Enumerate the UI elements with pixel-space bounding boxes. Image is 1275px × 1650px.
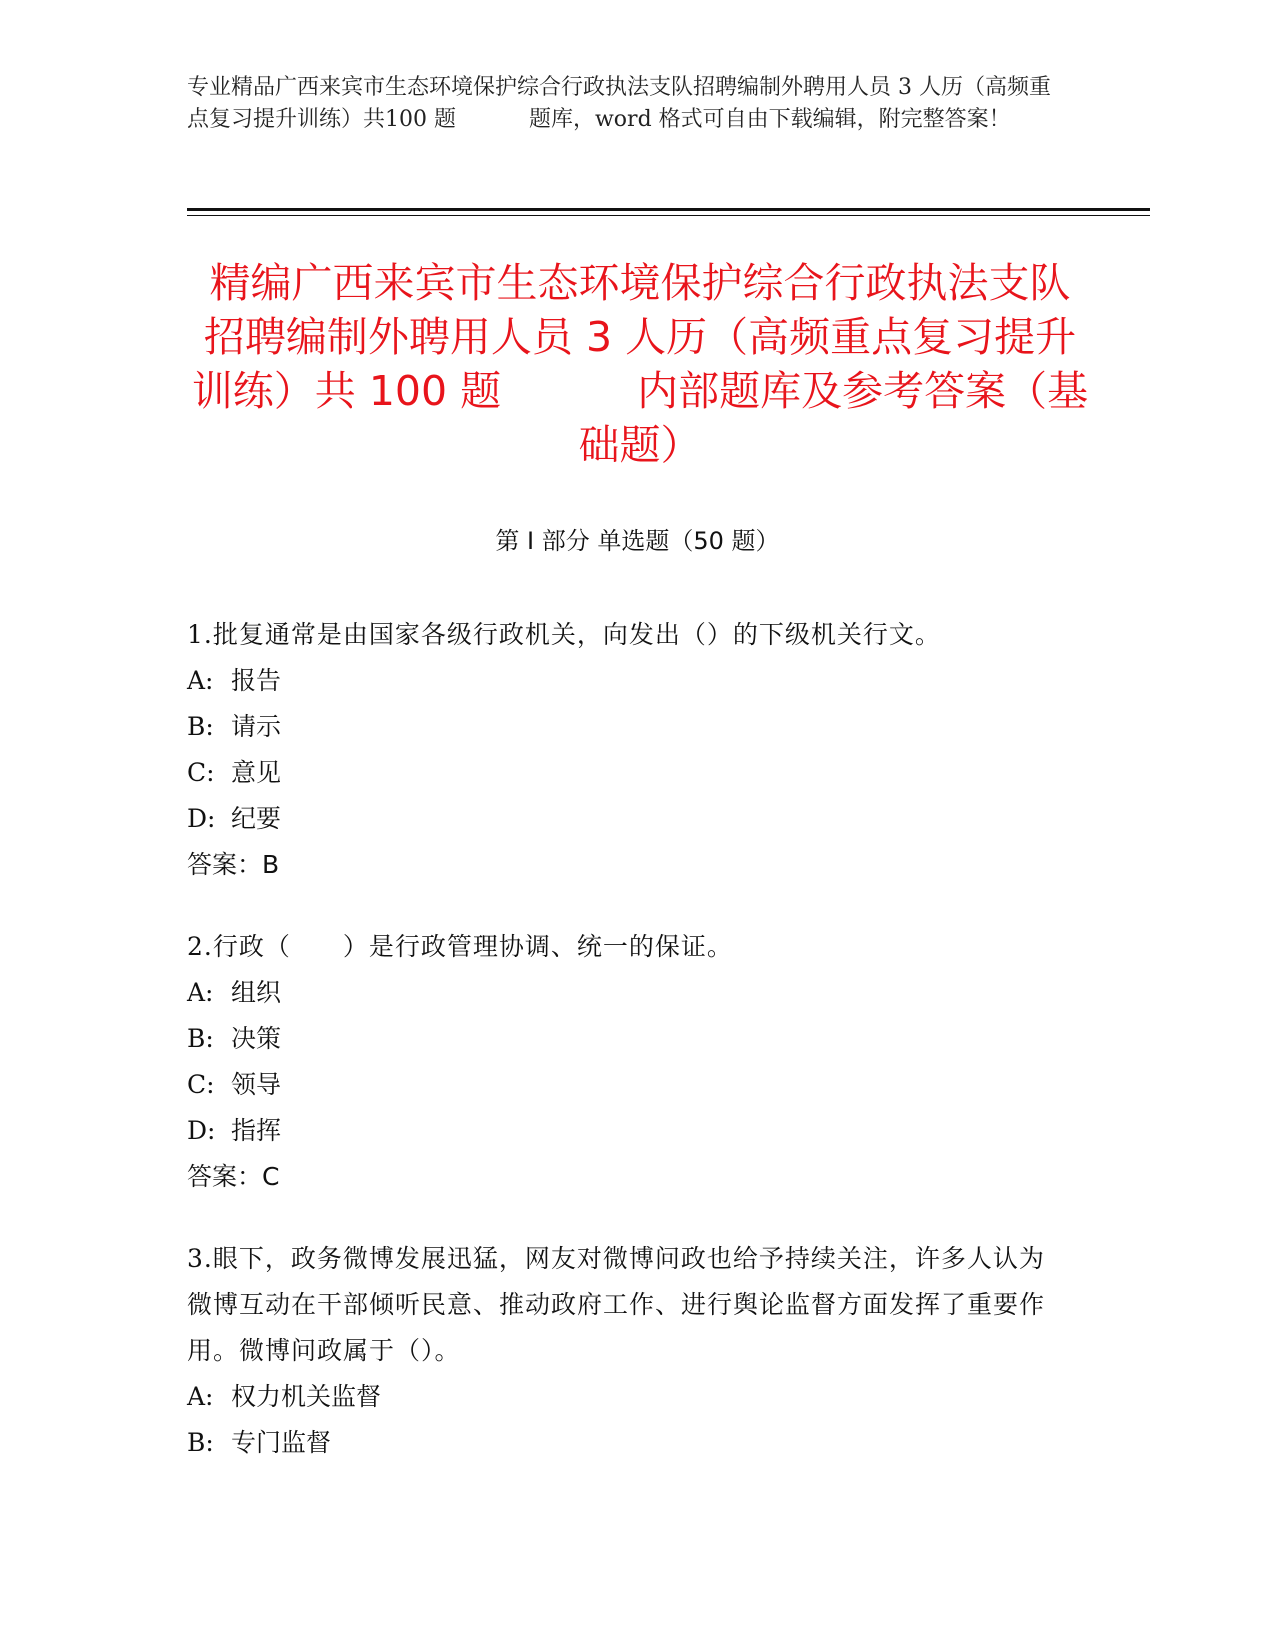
option-a [187, 658, 1067, 704]
option-letter: A: [187, 978, 214, 1007]
question-1 [187, 612, 1067, 888]
option-text: 意见 [231, 758, 282, 787]
option-c [187, 1062, 1067, 1108]
option-letter: B: [187, 712, 214, 741]
option-letter: A: [187, 1382, 214, 1411]
option-b [187, 704, 1067, 750]
document-header [187, 72, 1067, 136]
question-list [187, 612, 1067, 1502]
question-stem: 3.眼下，政务微博发展迅猛，网友对微博问政也给予持续关注，许多人认为微博互动在干部倾听民意、推动政府工作、进行舆论监督方面发挥了重要作用。微博问政属于（）。 [187, 1244, 1046, 1365]
option-a [187, 970, 1067, 1016]
option-d [187, 1108, 1067, 1154]
option-a [187, 1374, 1067, 1420]
option-text: 领导 [231, 1070, 282, 1099]
answer: 答案：B [187, 850, 280, 879]
option-b [187, 1016, 1067, 1062]
option-letter: C: [187, 758, 215, 787]
header-divider-thick [187, 208, 1150, 211]
question-2 [187, 924, 1067, 1200]
option-text: 权力机关监督 [231, 1382, 382, 1411]
option-letter: B: [187, 1024, 214, 1053]
option-text: 报告 [231, 666, 282, 695]
question-stem: 1.批复通常是由国家各级行政机关，向发出（）的下级机关行文。 [187, 620, 941, 649]
option-letter: A: [187, 666, 214, 695]
option-text: 指挥 [231, 1116, 282, 1145]
header-divider-thin [187, 215, 1150, 216]
document-title: 精编广西来宾市生态环境保护综合行政执法支队招聘编制外聘用人员 3 人历（高频重点复习提升训练）共 100 题 内部题库及参考答案（基础题） [191, 259, 1089, 469]
option-text: 决策 [231, 1024, 282, 1053]
option-letter: B: [187, 1428, 214, 1457]
option-d [187, 796, 1067, 842]
question-3 [187, 1236, 1067, 1466]
option-letter: D: [187, 1116, 216, 1145]
question-stem: 2.行政（ ）是行政管理协调、统一的保证。 [187, 932, 733, 961]
option-text: 专门监督 [231, 1428, 332, 1457]
header-text: 专业精品广西来宾市生态环境保护综合行政执法支队招聘编制外聘用人员 3 人历（高频重点复习提升训练）共100 题 题库，word 格式可自由下载编辑，附完整答案！ [187, 75, 1051, 132]
option-c [187, 750, 1067, 796]
option-text: 请示 [231, 712, 282, 741]
answer: 答案：C [187, 1162, 280, 1191]
option-b [187, 1420, 1067, 1466]
option-letter: D: [187, 804, 216, 833]
option-text: 组织 [231, 978, 282, 1007]
option-text: 纪要 [231, 804, 282, 833]
section-heading: 第 I 部分 单选题（50 题） [495, 527, 780, 555]
option-letter: C: [187, 1070, 215, 1099]
